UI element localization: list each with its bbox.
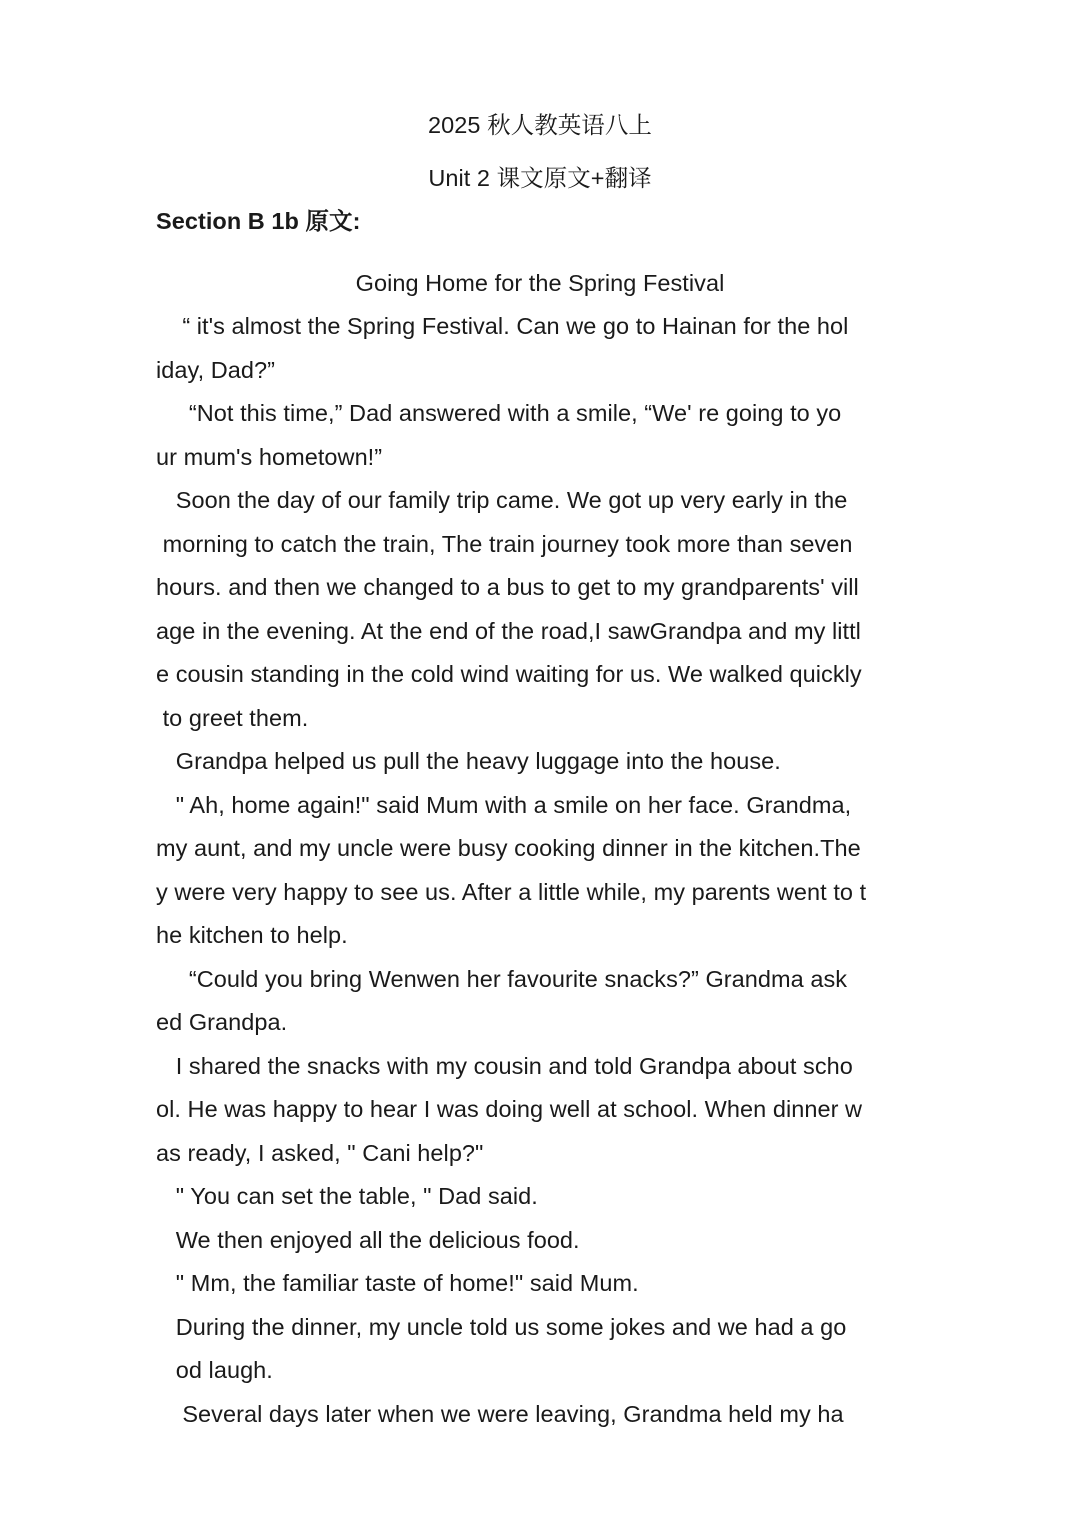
article-line: y were very happy to see us. After a little while, my parents went to t (156, 879, 867, 905)
article-line: " Mm, the familiar taste of home!" said Mum. (156, 1270, 639, 1296)
article-title: Going Home for the Spring Festival (355, 270, 725, 296)
article-line: iday, Dad?” (156, 357, 275, 383)
article-line: “Could you bring Wenwen her favourite snacks?” Grandma ask (156, 966, 848, 992)
article-line: " Ah, home again!" said Mum with a smile on her face. Grandma, (156, 792, 852, 818)
article-line: hours. and then we changed to a bus to get to my grandparents' vill (156, 574, 859, 600)
article-line: Soon the day of our family trip came. We got up very early in the (156, 487, 848, 513)
article-line: “ it's almost the Spring Festival. Can we go to Hainan for the hol (156, 313, 849, 339)
section-heading: Section B 1b 原文: (156, 208, 361, 234)
article-line: " You can set the table, " Dad said. (156, 1183, 538, 1209)
document-subtitle: Unit 2 课文原文+翻译 (428, 165, 652, 191)
article-line: age in the evening. At the end of the road,I sawGrandpa and my littl (156, 618, 861, 644)
article-line: e cousin standing in the cold wind waiting for us. We walked quickly (156, 661, 862, 687)
article-line: “Not this time,” Dad answered with a smile, “We' re going to yo (156, 400, 842, 426)
article-line: During the dinner, my uncle told us some jokes and we had a go (156, 1314, 847, 1340)
article-line: as ready, I asked, " Cani help?" (156, 1140, 484, 1166)
article-line: to greet them. (156, 705, 309, 731)
article-line: Grandpa helped us pull the heavy luggage into the house. (156, 748, 781, 774)
article-line: ol. He was happy to hear I was doing well at school. When dinner w (156, 1096, 863, 1122)
article-line: my aunt, and my uncle were busy cooking dinner in the kitchen.The (156, 835, 861, 861)
document-title: 2025 秋人教英语八上 (428, 112, 652, 138)
article-line: morning to catch the train, The train journey took more than seven (156, 531, 853, 557)
article-line: ed Grandpa. (156, 1009, 288, 1035)
article-line: he kitchen to help. (156, 922, 348, 948)
article-line: We then enjoyed all the delicious food. (156, 1227, 580, 1253)
article-line: I shared the snacks with my cousin and told Grandpa about scho (156, 1053, 853, 1079)
article-line: od laugh. (156, 1357, 273, 1383)
article-line: Several days later when we were leaving, Grandma held my ha (156, 1401, 844, 1427)
article-line: ur mum's hometown!” (156, 444, 383, 470)
